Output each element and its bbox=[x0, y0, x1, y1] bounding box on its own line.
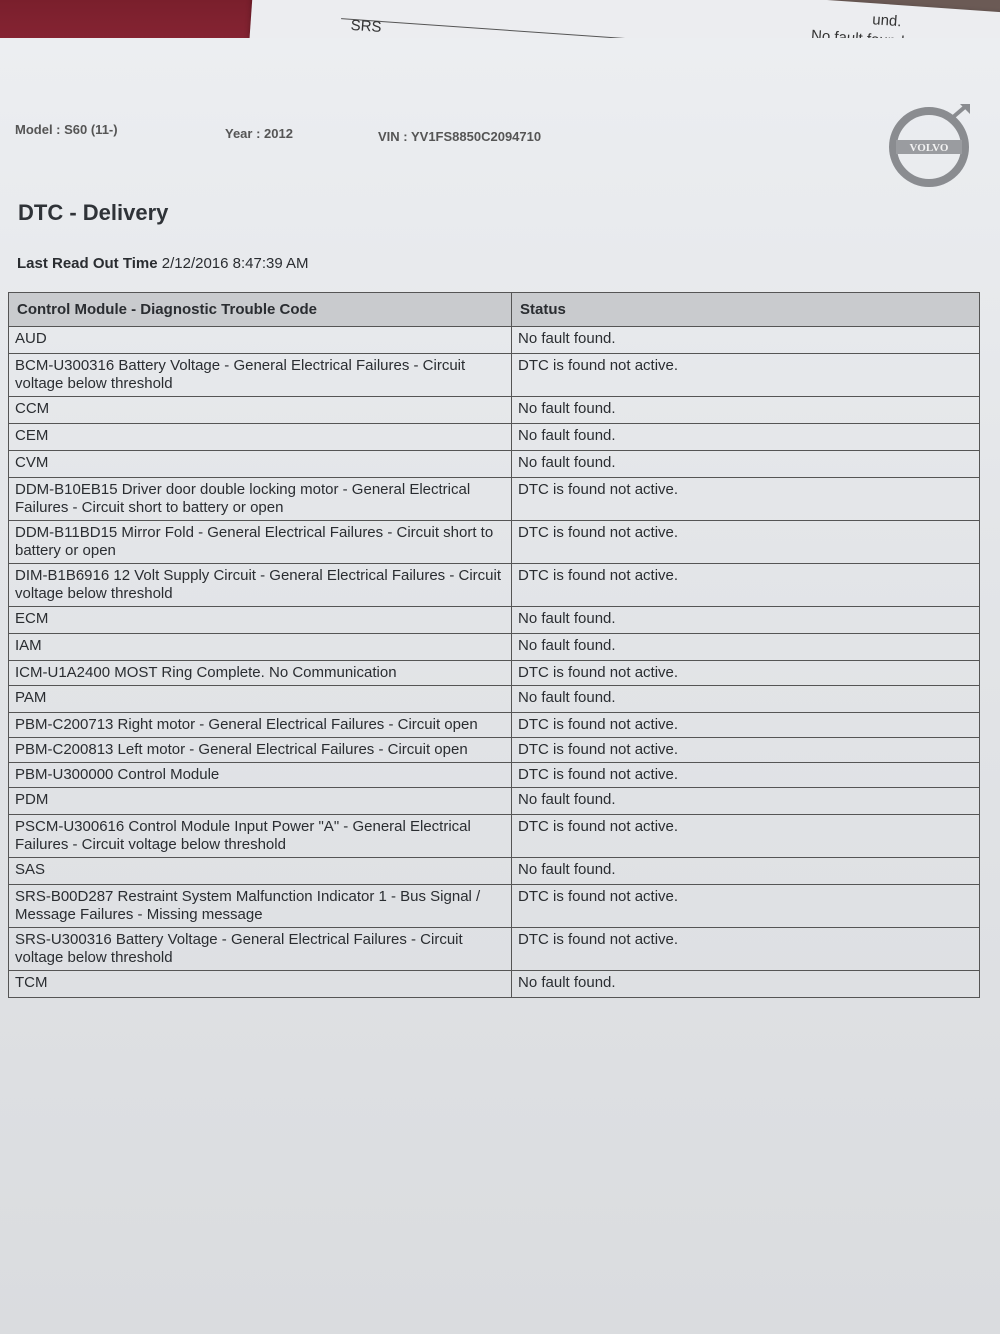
model-label: Model : S60 (11-) bbox=[15, 122, 118, 137]
control-module-cell: TCM bbox=[9, 971, 512, 998]
status-cell: DTC is found not active. bbox=[512, 354, 980, 397]
dtc-table bbox=[8, 292, 980, 998]
control-module-cell: PBM-C200813 Left motor - General Electrical Failures - Circuit open bbox=[9, 738, 512, 763]
table-row bbox=[9, 788, 980, 815]
control-module-cell: PBM-C200713 Right motor - General Electrical Failures - Circuit open bbox=[9, 713, 512, 738]
table-row bbox=[9, 607, 980, 634]
status-cell: DTC is found not active. bbox=[512, 738, 980, 763]
control-module-cell: PAM bbox=[9, 686, 512, 713]
table-row bbox=[9, 397, 980, 424]
status-cell: No fault found. bbox=[512, 607, 980, 634]
status-cell: DTC is found not active. bbox=[512, 521, 980, 564]
status-cell: No fault found. bbox=[512, 327, 980, 354]
table-header-row bbox=[9, 293, 980, 327]
status-cell: No fault found. bbox=[512, 971, 980, 998]
table-row bbox=[9, 713, 980, 738]
status-cell: No fault found. bbox=[512, 397, 980, 424]
status-cell: No fault found. bbox=[512, 451, 980, 478]
table-row bbox=[9, 661, 980, 686]
status-cell: DTC is found not active. bbox=[512, 763, 980, 788]
status-cell: No fault found. bbox=[512, 788, 980, 815]
sheet-status: und. bbox=[871, 11, 903, 31]
volvo-logo bbox=[886, 104, 972, 190]
table-row bbox=[9, 971, 980, 998]
control-module-cell: DDM-B11BD15 Mirror Fold - General Electrical Failures - Circuit short to battery or open bbox=[9, 521, 512, 564]
table-row bbox=[9, 634, 980, 661]
control-module-cell: PBM-U300000 Control Module bbox=[9, 763, 512, 788]
table-row bbox=[9, 928, 980, 971]
column-header-module: Control Module - Diagnostic Trouble Code bbox=[9, 293, 512, 327]
table-row bbox=[9, 354, 980, 397]
table-row bbox=[9, 738, 980, 763]
table-row bbox=[9, 478, 980, 521]
table-row bbox=[9, 885, 980, 928]
status-cell: No fault found. bbox=[512, 634, 980, 661]
control-module-cell: BCM-U300316 Battery Voltage - General Electrical Failures - Circuit voltage below threshold bbox=[9, 354, 512, 397]
status-cell: No fault found. bbox=[512, 686, 980, 713]
table-row bbox=[9, 858, 980, 885]
svg-text:VOLVO: VOLVO bbox=[909, 142, 949, 154]
table-row bbox=[9, 424, 980, 451]
control-module-cell: SRS-U300316 Battery Voltage - General Electrical Failures - Circuit voltage below threshold bbox=[9, 928, 512, 971]
control-module-cell: DDM-B10EB15 Driver door double locking motor - General Electrical Failures - Circuit short to battery or open bbox=[9, 478, 512, 521]
control-module-cell: DIM-B1B6916 12 Volt Supply Circuit - General Electrical Failures - Circuit voltage below threshold bbox=[9, 564, 512, 607]
control-module-cell: CVM bbox=[9, 451, 512, 478]
table-row bbox=[9, 327, 980, 354]
control-module-cell: PDM bbox=[9, 788, 512, 815]
control-module-cell: CCM bbox=[9, 397, 512, 424]
last-readout-time bbox=[17, 255, 309, 272]
control-module-cell: ECM bbox=[9, 607, 512, 634]
status-cell: No fault found. bbox=[512, 424, 980, 451]
table-row bbox=[9, 564, 980, 607]
table-body bbox=[9, 327, 980, 998]
status-cell: DTC is found not active. bbox=[512, 928, 980, 971]
table-row bbox=[9, 451, 980, 478]
status-cell: DTC is found not active. bbox=[512, 815, 980, 858]
status-cell: DTC is found not active. bbox=[512, 713, 980, 738]
readout-label: Last Read Out Time bbox=[17, 255, 158, 272]
column-header-status: Status bbox=[512, 293, 980, 327]
page-title: DTC - Delivery bbox=[18, 200, 169, 225]
year-label: Year : 2012 bbox=[225, 126, 293, 141]
table-row bbox=[9, 521, 980, 564]
control-module-cell: PSCM-U300616 Control Module Input Power "A" - General Electrical Failures - Circuit voltage below threshold bbox=[9, 815, 512, 858]
vin-label: VIN : YV1FS8850C2094710 bbox=[378, 129, 542, 144]
control-module-cell: AUD bbox=[9, 327, 512, 354]
status-cell: No fault found. bbox=[512, 858, 980, 885]
control-module-cell: ICM-U1A2400 MOST Ring Complete. No Communication bbox=[9, 661, 512, 686]
sheet-row-label: SRS bbox=[350, 16, 383, 36]
status-cell: DTC is found not active. bbox=[512, 885, 980, 928]
status-cell: DTC is found not active. bbox=[512, 564, 980, 607]
readout-value: 2/12/2016 8:47:39 AM bbox=[161, 255, 309, 272]
table-row bbox=[9, 763, 980, 788]
control-module-cell: IAM bbox=[9, 634, 512, 661]
table-row bbox=[9, 686, 980, 713]
control-module-cell: SAS bbox=[9, 858, 512, 885]
control-module-cell: CEM bbox=[9, 424, 512, 451]
control-module-cell: SRS-B00D287 Restraint System Malfunction Indicator 1 - Bus Signal / Message Failures - Missing message bbox=[9, 885, 512, 928]
table-row bbox=[9, 815, 980, 858]
status-cell: DTC is found not active. bbox=[512, 661, 980, 686]
status-cell: DTC is found not active. bbox=[512, 478, 980, 521]
